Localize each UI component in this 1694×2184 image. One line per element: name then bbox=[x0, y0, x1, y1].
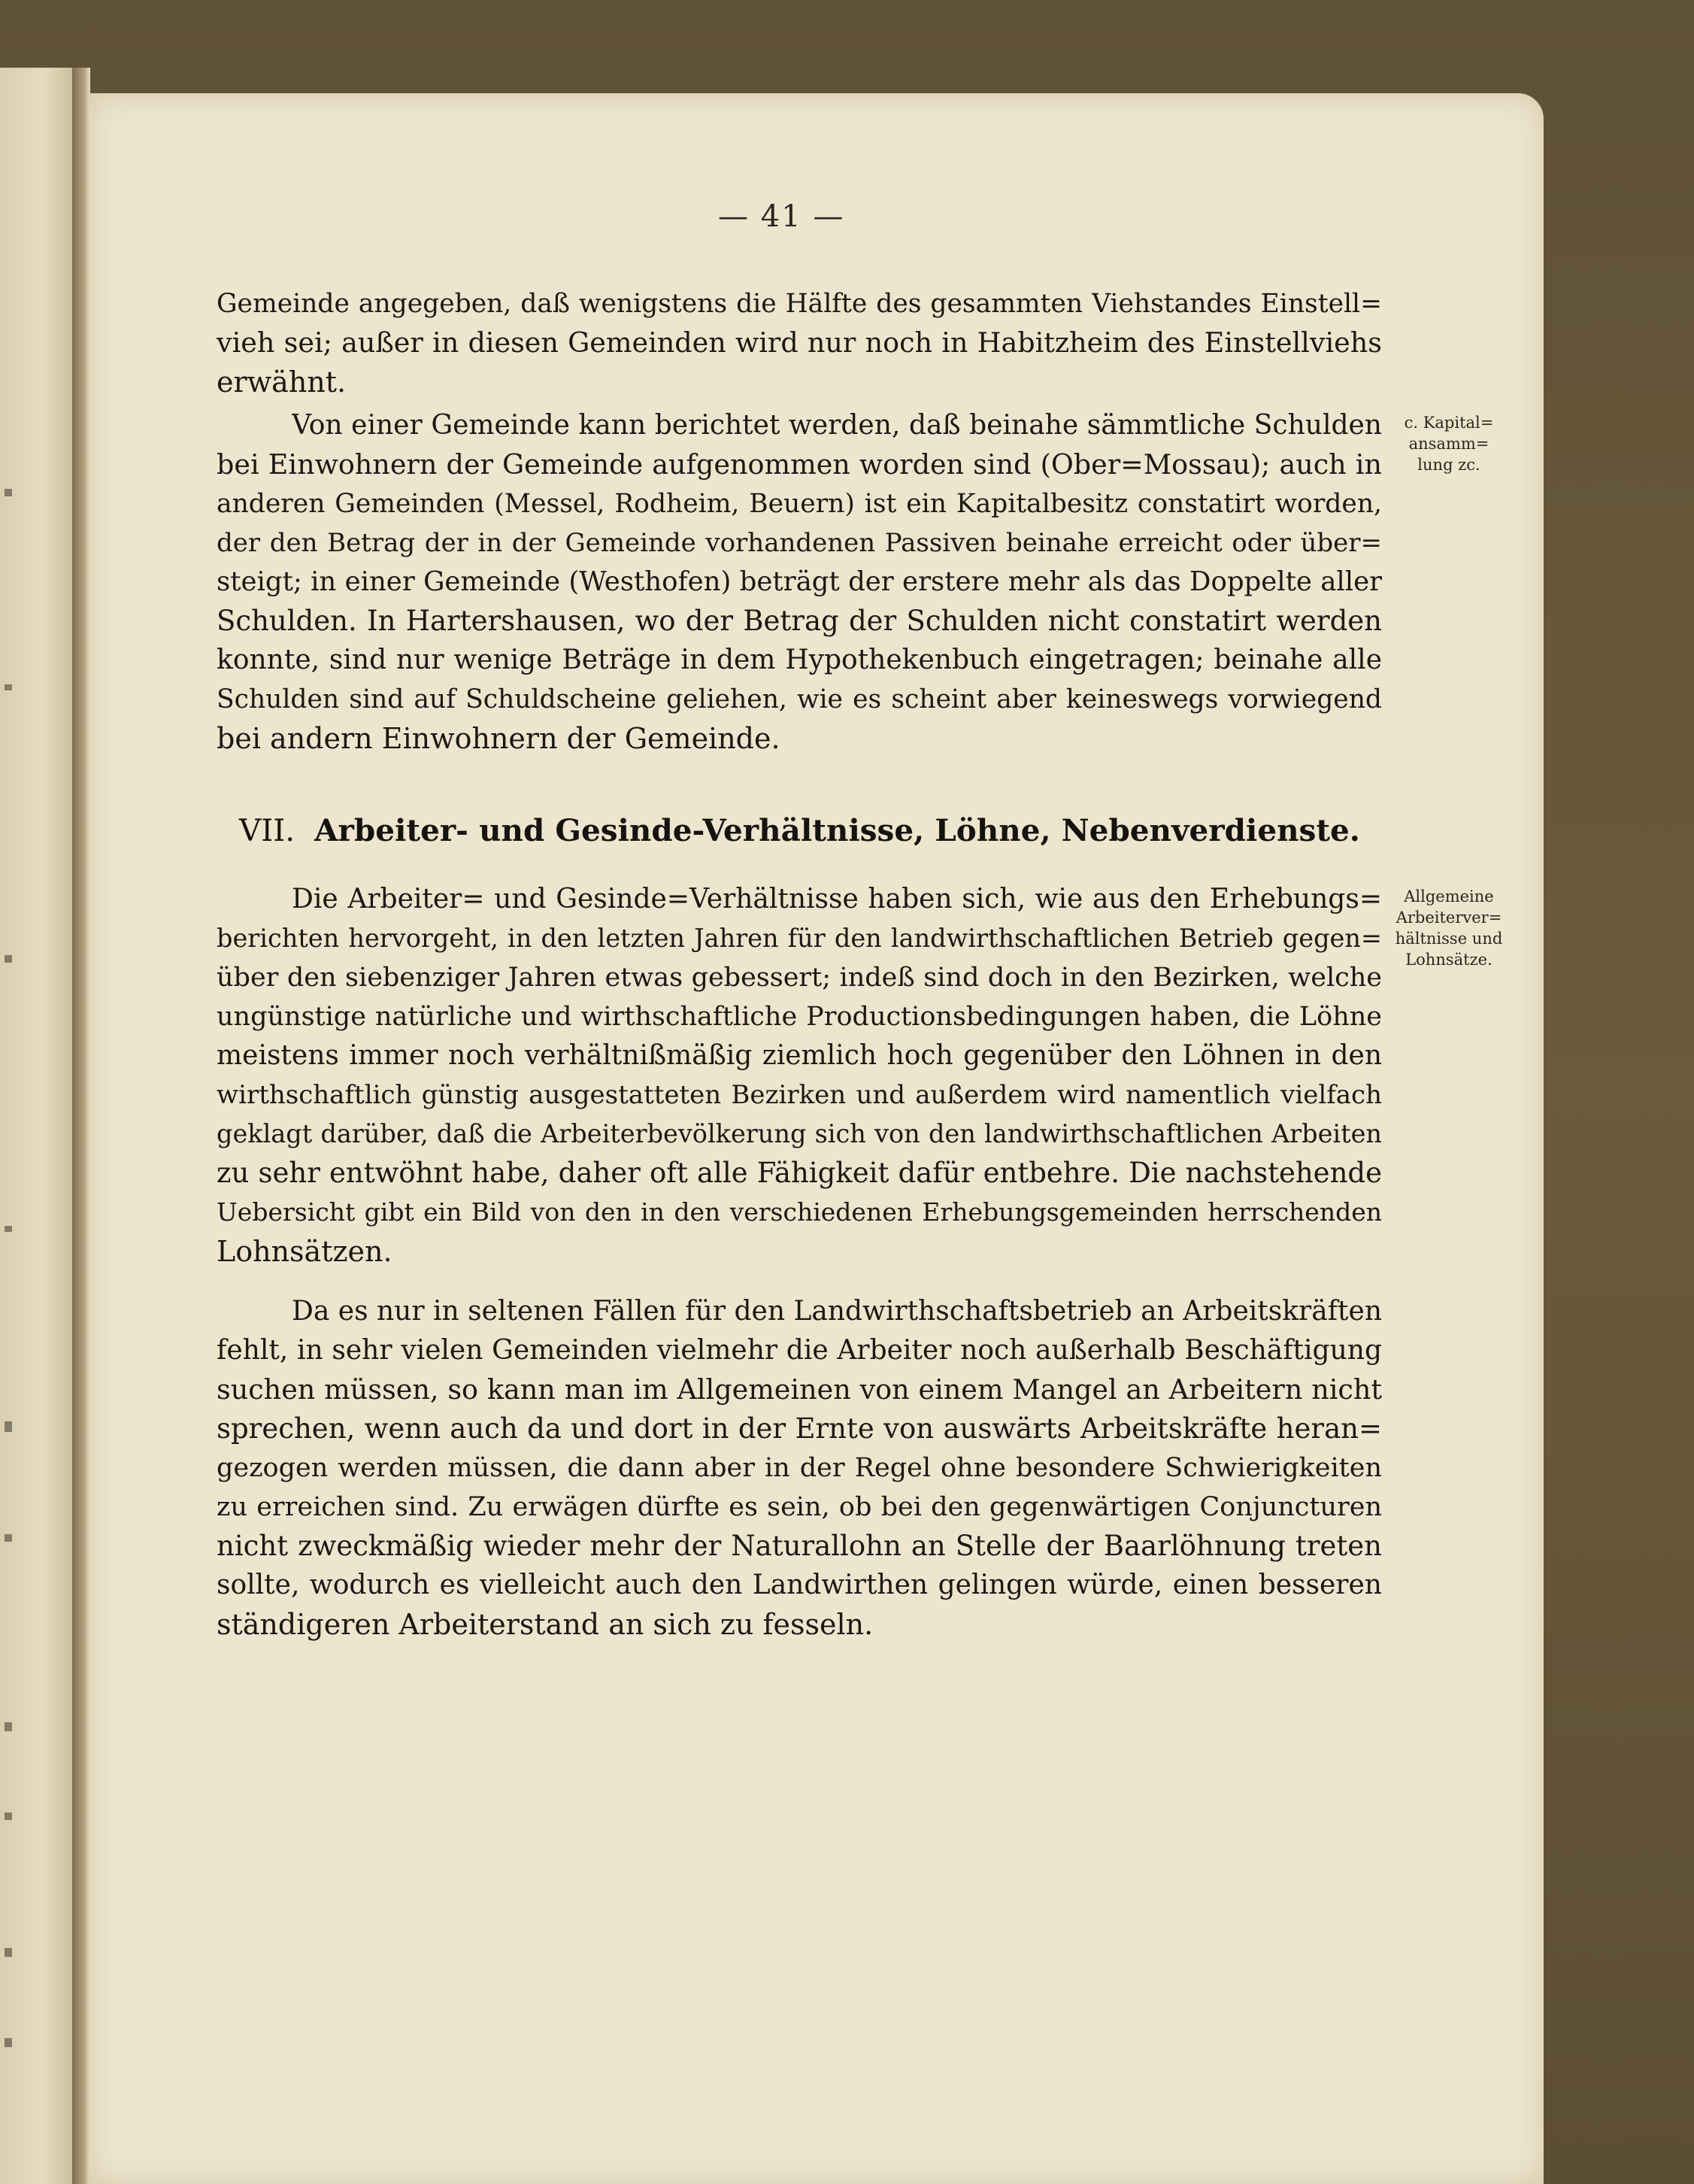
paragraph-3-line: meistens immer noch verhältnißmäßig ziemlich hoch gegenüber den Löhnen in den bbox=[217, 1040, 1382, 1071]
paragraph-4-line: suchen müssen, so kann man im Allgemeinen von einem Mangel an Arbeitern nicht bbox=[217, 1373, 1382, 1406]
paragraph-3-line: ungünstige natürliche und wirthschaftliche Productionsbedingungen haben, die Löhne bbox=[217, 1002, 1382, 1032]
paragraph-4-line: nicht zweckmäßig wieder mehr der Naturallohn an Stelle der Baarlöhnung treten bbox=[217, 1530, 1382, 1562]
paragraph-2-line: bei andern Einwohnern der Gemeinde. bbox=[217, 722, 780, 755]
margin-note-line: Lohnsätze. bbox=[1405, 951, 1492, 969]
paragraph-3-line: zu sehr entwöhnt habe, daher oft alle Fähigkeit dafür entbehre. Die nachstehende bbox=[217, 1157, 1382, 1189]
paragraph-4-line: ständigeren Arbeiterstand an sich zu fesseln. bbox=[217, 1608, 874, 1641]
page-number: — 41 — bbox=[718, 199, 845, 234]
section-number: VII. bbox=[239, 812, 295, 848]
margin-note-line: lung zc. bbox=[1417, 456, 1480, 474]
previous-page-edge bbox=[0, 68, 74, 2184]
margin-note-line: c. Kapital= bbox=[1404, 414, 1494, 432]
paragraph-3-line: berichten hervorgeht, in den letzten Jahren für den landwirthschaftlichen Betrieb gegen= bbox=[217, 924, 1382, 953]
paragraph-4-line: fehlt, in sehr vielen Gemeinden vielmehr die Arbeiter noch außerhalb Beschäftigung bbox=[217, 1335, 1382, 1366]
paragraph-2-line: Schulden sind auf Schuldscheine geliehen, wie es scheint aber keineswegs vorwiegend bbox=[217, 684, 1382, 714]
paragraph-4-line: gezogen werden müssen, die dann aber in der Regel ohne besondere Schwierigkeiten bbox=[217, 1453, 1382, 1483]
paragraph-3-line: wirthschaftlich günstig ausgestatteten Bezirken und außerdem wird namentlich vielfach bbox=[217, 1080, 1382, 1110]
paragraph-2-line: Von einer Gemeinde kann berichtet werden, daß beinahe sämmtliche Schulden bbox=[292, 410, 1382, 441]
section-title: Arbeiter- und Gesinde-Verhältnisse, Löhne, Nebenverdienste. bbox=[314, 812, 1360, 848]
paragraph-4-line: Da es nur in seltenen Fällen für den Landwirthschaftsbetrieb an Arbeitskräften bbox=[292, 1296, 1382, 1327]
paragraph-3-line: geklagt darüber, daß die Arbeiterbevölkerung sich von den landwirthschaftlichen Arbeiten bbox=[217, 1119, 1382, 1148]
paragraph-2-line: bei Einwohnern der Gemeinde aufgenommen worden sind (Ober=Mossau); auch in bbox=[217, 448, 1382, 481]
margin-note-line: Allgemeine bbox=[1404, 887, 1494, 905]
paragraph-2-line: anderen Gemeinden (Messel, Rodheim, Beuern) ist ein Kapitalbesitz constatirt worden, bbox=[217, 489, 1382, 519]
paragraph-3-line: Lohnsätzen. bbox=[217, 1235, 392, 1268]
paragraph-3-line: Uebersicht gibt ein Bild von den in den verschiedenen Erhebungsgemeinden herrschenden bbox=[217, 1197, 1382, 1227]
margin-note-kapitalansammlung bbox=[1392, 412, 1505, 475]
paragraph-1-line: Gemeinde angegeben, daß wenigstens die Hälfte des gesammten Viehstandes Einstell= bbox=[217, 289, 1382, 319]
paragraph-4-line: sollte, wodurch es vielleicht auch den Landwirthen gelingen würde, einen besseren bbox=[217, 1570, 1382, 1600]
margin-note-line: ansamm= bbox=[1408, 435, 1489, 453]
paragraph-2-line: Schulden. In Hartershausen, wo der Betrag der Schulden nicht constatirt werden bbox=[217, 605, 1382, 637]
book-gutter bbox=[72, 68, 90, 2184]
paragraph-4-line: sprechen, wenn auch da und dort in der Ernte von auswärts Arbeitskräfte heran= bbox=[217, 1412, 1382, 1445]
paragraph-1-line: erwähnt. bbox=[217, 366, 347, 399]
paragraph-2-line: konnte, sind nur wenige Beträge in dem Hypothekenbuch eingetragen; beinahe alle bbox=[217, 645, 1382, 675]
margin-note-line: Arbeiterver= bbox=[1396, 908, 1502, 927]
paragraph-4-line: zu erreichen sind. Zu erwägen dürfte es sein, ob bei den gegenwärtigen Conjuncturen bbox=[217, 1492, 1382, 1522]
margin-note-line: hältnisse und bbox=[1395, 930, 1503, 948]
paragraph-2-line: der den Betrag der in der Gemeinde vorhandenen Passiven beinahe erreicht oder über= bbox=[217, 528, 1382, 558]
section-heading bbox=[239, 812, 1367, 865]
paragraph-2-line: steigt; in einer Gemeinde (Westhofen) beträgt der erstere mehr als das Doppelte aller bbox=[217, 566, 1382, 597]
paragraph-3-line: über den siebenziger Jahren etwas gebessert; indeß sind doch in den Bezirken, welche bbox=[217, 963, 1382, 993]
paragraph-1-line: vieh sei; außer in diesen Gemeinden wird nur noch in Habitzheim des Einstellviehs bbox=[217, 326, 1382, 359]
margin-note-arbeiterverhaeltnisse bbox=[1392, 886, 1505, 970]
paragraph-3-line: Die Arbeiter= und Gesinde=Verhältnisse haben sich, wie aus den Erhebungs= bbox=[292, 884, 1382, 915]
